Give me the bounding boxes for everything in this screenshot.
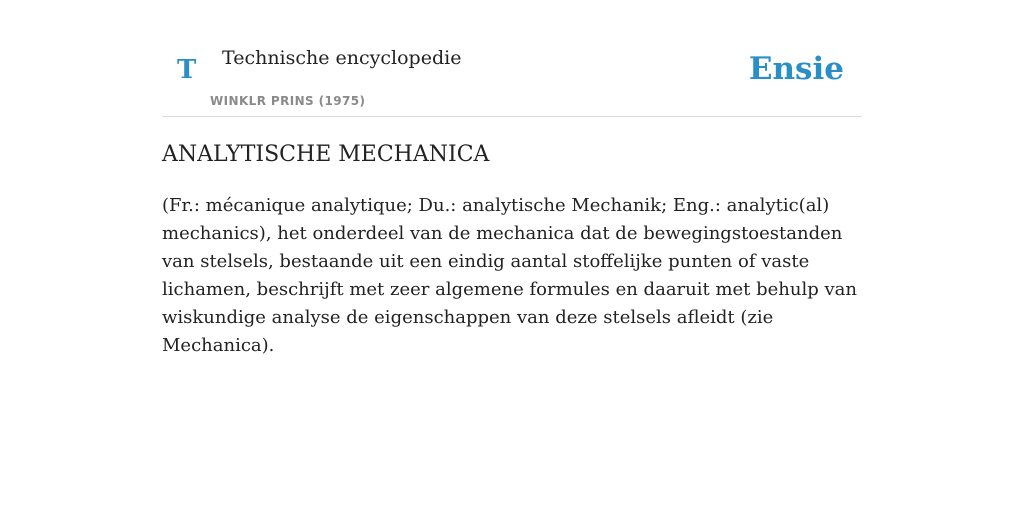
article [162,138,862,360]
article-title: ANALYTISCHE MECHANICA [162,142,490,167]
encyclopedia-title-link[interactable]: Technische encyclopedie [222,47,462,69]
header [162,0,862,117]
ensie-brand-logo[interactable]: Ensie [748,51,844,87]
article-body: (Fr.: mécanique analytique; Du.: analytische Mechanik; Eng.: analytic(al) mechanics), het onderdeel van de mechanica dat de bewegingstoestanden van stelsels, bestaande uit een eindig aantal stoffelijke punten of vaste lichamen, beschrijft met zeer algemene formules en daaruit met behulp van wiskundige analyse de eigenschappen van deze stelsels afleidt (zie Mechanica). [162,195,857,356]
encyclopedia-logo[interactable]: T [177,55,197,85]
encyclopedia-subtitle: WINKLR PRINS (1975) [210,94,366,108]
